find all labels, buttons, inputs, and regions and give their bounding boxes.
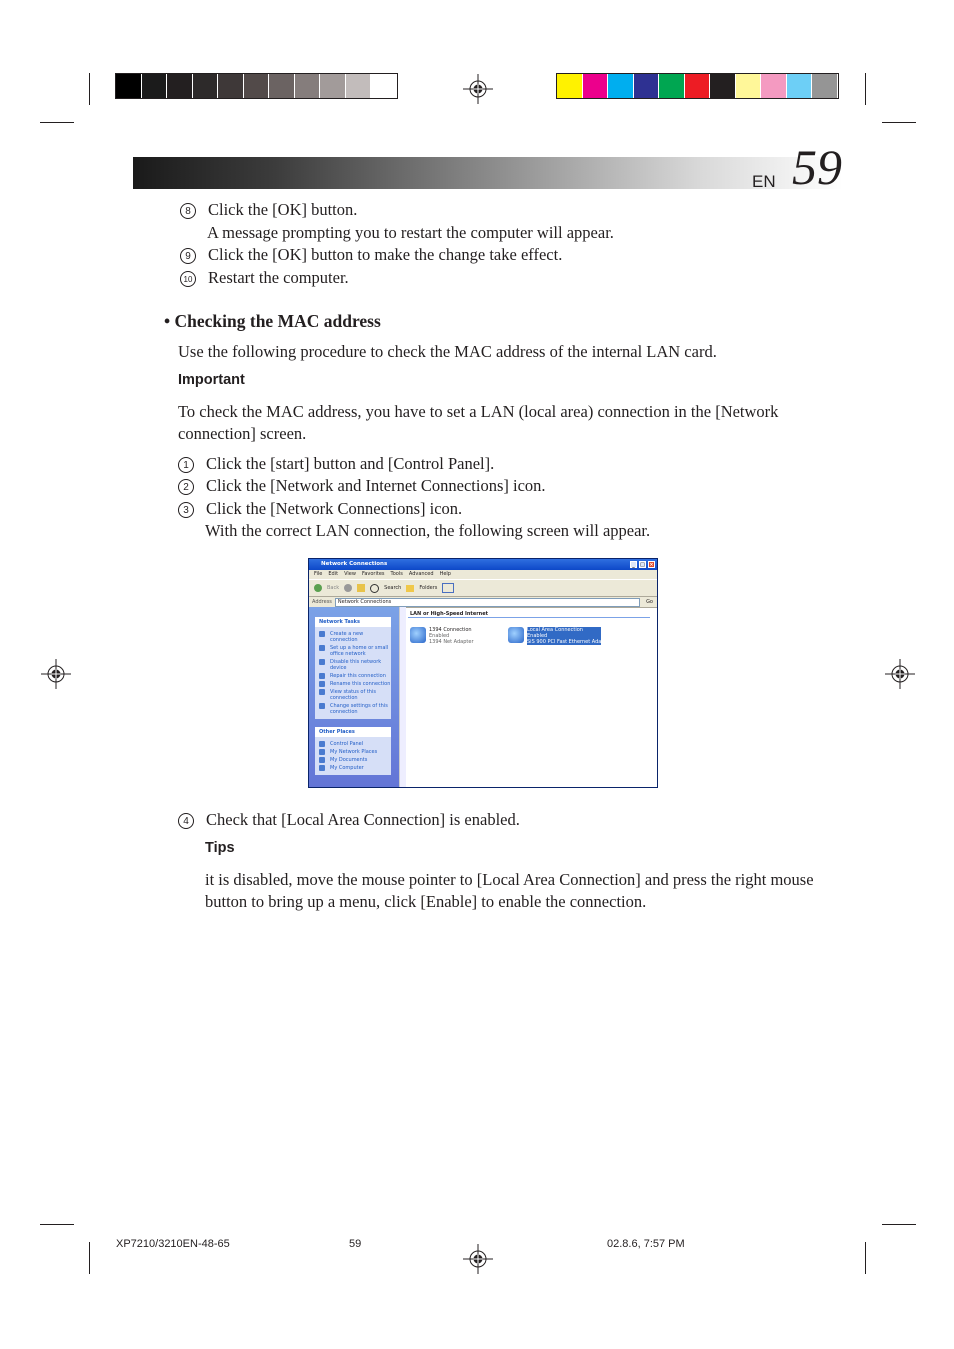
color-swatch: [193, 74, 219, 98]
color-swatch: [710, 74, 736, 98]
color-swatch: [142, 74, 168, 98]
selected-connection-label: Local Area Connection Enabled SiS 900 PCI Fast Ethernet Ada: [527, 627, 602, 645]
step-number: 1: [178, 457, 194, 473]
gray-scale-bar: [115, 73, 398, 99]
network-connection-icon: [508, 627, 524, 643]
task-sidebar: [309, 607, 399, 787]
registration-mark-icon: [885, 659, 915, 689]
step-3-note: With the correct LAN connection, the following screen will appear.: [205, 521, 651, 540]
crop-mark: [89, 73, 90, 105]
close-icon[interactable]: ×: [649, 562, 654, 568]
color-swatch: [761, 74, 787, 98]
task-link[interactable]: Change settings of this connection: [315, 703, 391, 715]
color-swatch: [295, 74, 321, 98]
crop-mark: [882, 1224, 916, 1225]
color-swatch: [116, 74, 142, 98]
header-band: [133, 157, 843, 189]
color-swatch: [812, 74, 838, 98]
color-swatch: [269, 74, 295, 98]
important-label: Important: [178, 372, 245, 388]
registration-mark-icon: [41, 659, 71, 689]
step-10: 10 Restart the computer.: [180, 268, 349, 288]
step-8-note: A message prompting you to restart the computer will appear.: [207, 223, 614, 242]
important-text: To check the MAC address, you have to set a LAN (local area) connection in the [Network connection] screen.: [178, 402, 779, 443]
address-field[interactable]: Network Connections: [335, 598, 640, 607]
minimize-icon[interactable]: _: [630, 561, 637, 568]
section-title: • Checking the MAC address: [164, 311, 381, 331]
menu-favorites[interactable]: Favorites: [361, 571, 385, 577]
color-swatch: [608, 74, 634, 98]
place-link[interactable]: My Computer: [315, 765, 391, 771]
place-link[interactable]: Control Panel: [315, 741, 391, 747]
color-swatch: [218, 74, 244, 98]
task-link[interactable]: Set up a home or small office network: [315, 645, 391, 657]
folders-icon[interactable]: [406, 585, 414, 592]
step-number: 3: [178, 502, 194, 518]
search-icon[interactable]: [370, 584, 379, 593]
step-8: 8 Click the [OK] button.: [180, 200, 357, 220]
footer-file-id: XP7210/3210EN-48-65: [116, 1238, 230, 1250]
window-title-bar: [309, 559, 657, 570]
step-number: 10: [180, 271, 196, 287]
section-intro: Use the following procedure to check the MAC address of the internal LAN card.: [178, 342, 717, 361]
sidebar-scrollbar[interactable]: [399, 607, 406, 787]
color-swatch: [346, 74, 372, 98]
task-link[interactable]: Create a new connection: [315, 631, 391, 643]
task-link[interactable]: Disable this network device: [315, 659, 391, 671]
place-link[interactable]: My Documents: [315, 757, 391, 763]
language-label: EN: [752, 172, 776, 191]
search-button[interactable]: Search: [384, 585, 402, 591]
menu-advanced[interactable]: Advanced: [408, 571, 434, 577]
views-icon[interactable]: [442, 583, 454, 593]
other-places-title[interactable]: Other Places: [315, 727, 391, 737]
crop-mark: [882, 122, 916, 123]
registration-mark-icon: [463, 74, 493, 104]
menu-file[interactable]: File: [314, 571, 323, 577]
menu-bar: [309, 570, 657, 579]
crop-mark: [865, 73, 866, 105]
menu-help[interactable]: Help: [439, 571, 451, 577]
page-number: 59: [792, 139, 842, 195]
color-swatch: [659, 74, 685, 98]
connection-1394[interactable]: 1394 Connection Enabled 1394 Net Adapter: [410, 627, 474, 645]
step-4: 4 Check that [Local Area Connection] is enabled.: [178, 810, 520, 830]
footer-timestamp: 02.8.6, 7:57 PM: [607, 1238, 685, 1250]
window-title: Network Connections: [321, 561, 388, 567]
task-link[interactable]: Repair this connection: [315, 673, 391, 679]
tips-text: it is disabled, move the mouse pointer to [Local Area Connection] and press the right mouse button to bring up a menu, click [Enable] to enable the connection.: [205, 870, 814, 911]
maximize-icon[interactable]: □: [640, 562, 645, 568]
forward-icon[interactable]: [344, 584, 352, 592]
group-heading: LAN or High-Speed Internet: [408, 611, 650, 618]
tips-label: Tips: [205, 840, 235, 856]
crop-mark: [40, 1224, 74, 1225]
crop-mark: [40, 122, 74, 123]
color-swatch: [634, 74, 660, 98]
color-swatch: [320, 74, 346, 98]
back-button[interactable]: Back: [327, 585, 340, 591]
go-button[interactable]: Go: [646, 599, 653, 605]
step-1: 1 Click the [start] button and [Control Panel].: [178, 454, 494, 474]
connections-area: [408, 611, 657, 787]
task-link[interactable]: View status of this connection: [315, 689, 391, 701]
color-swatch: [685, 74, 711, 98]
color-swatch: [736, 74, 762, 98]
color-swatch: [244, 74, 270, 98]
menu-edit[interactable]: Edit: [328, 571, 339, 577]
menu-view[interactable]: View: [344, 571, 356, 577]
color-swatch: [787, 74, 813, 98]
step-2: 2 Click the [Network and Internet Connections] icon.: [178, 476, 546, 496]
toolbar: [309, 579, 657, 597]
network-tasks-title[interactable]: Network Tasks: [315, 617, 391, 627]
step-number: 4: [178, 813, 194, 829]
crop-mark: [89, 1242, 90, 1274]
step-number: 2: [178, 479, 194, 495]
crop-mark: [865, 1242, 866, 1274]
network-connection-icon: [410, 627, 426, 643]
connection-local-area[interactable]: [508, 627, 601, 645]
back-icon[interactable]: [314, 584, 322, 592]
network-tasks-pane: [315, 617, 391, 719]
task-link[interactable]: Rename this connection: [315, 681, 391, 687]
up-folder-icon[interactable]: [357, 584, 365, 592]
step-number: 9: [180, 248, 196, 264]
step-number: 8: [180, 203, 196, 219]
folders-button[interactable]: Folders: [419, 585, 438, 591]
footer-page-number: 59: [349, 1238, 362, 1250]
color-swatch: [167, 74, 193, 98]
color-swatch: [371, 74, 397, 98]
color-swatch: [557, 74, 583, 98]
color-swatch: [583, 74, 609, 98]
other-places-pane: [315, 727, 391, 775]
color-bar: [556, 73, 839, 99]
registration-mark-icon: [463, 1244, 493, 1274]
place-link[interactable]: My Network Places: [315, 749, 391, 755]
step-9: 9 Click the [OK] button to make the change take effect.: [180, 245, 562, 265]
address-label: Address: [312, 599, 332, 605]
step-3: 3 Click the [Network Connections] icon.: [178, 499, 462, 519]
menu-tools[interactable]: Tools: [390, 571, 403, 577]
network-connections-screenshot: [308, 558, 658, 788]
